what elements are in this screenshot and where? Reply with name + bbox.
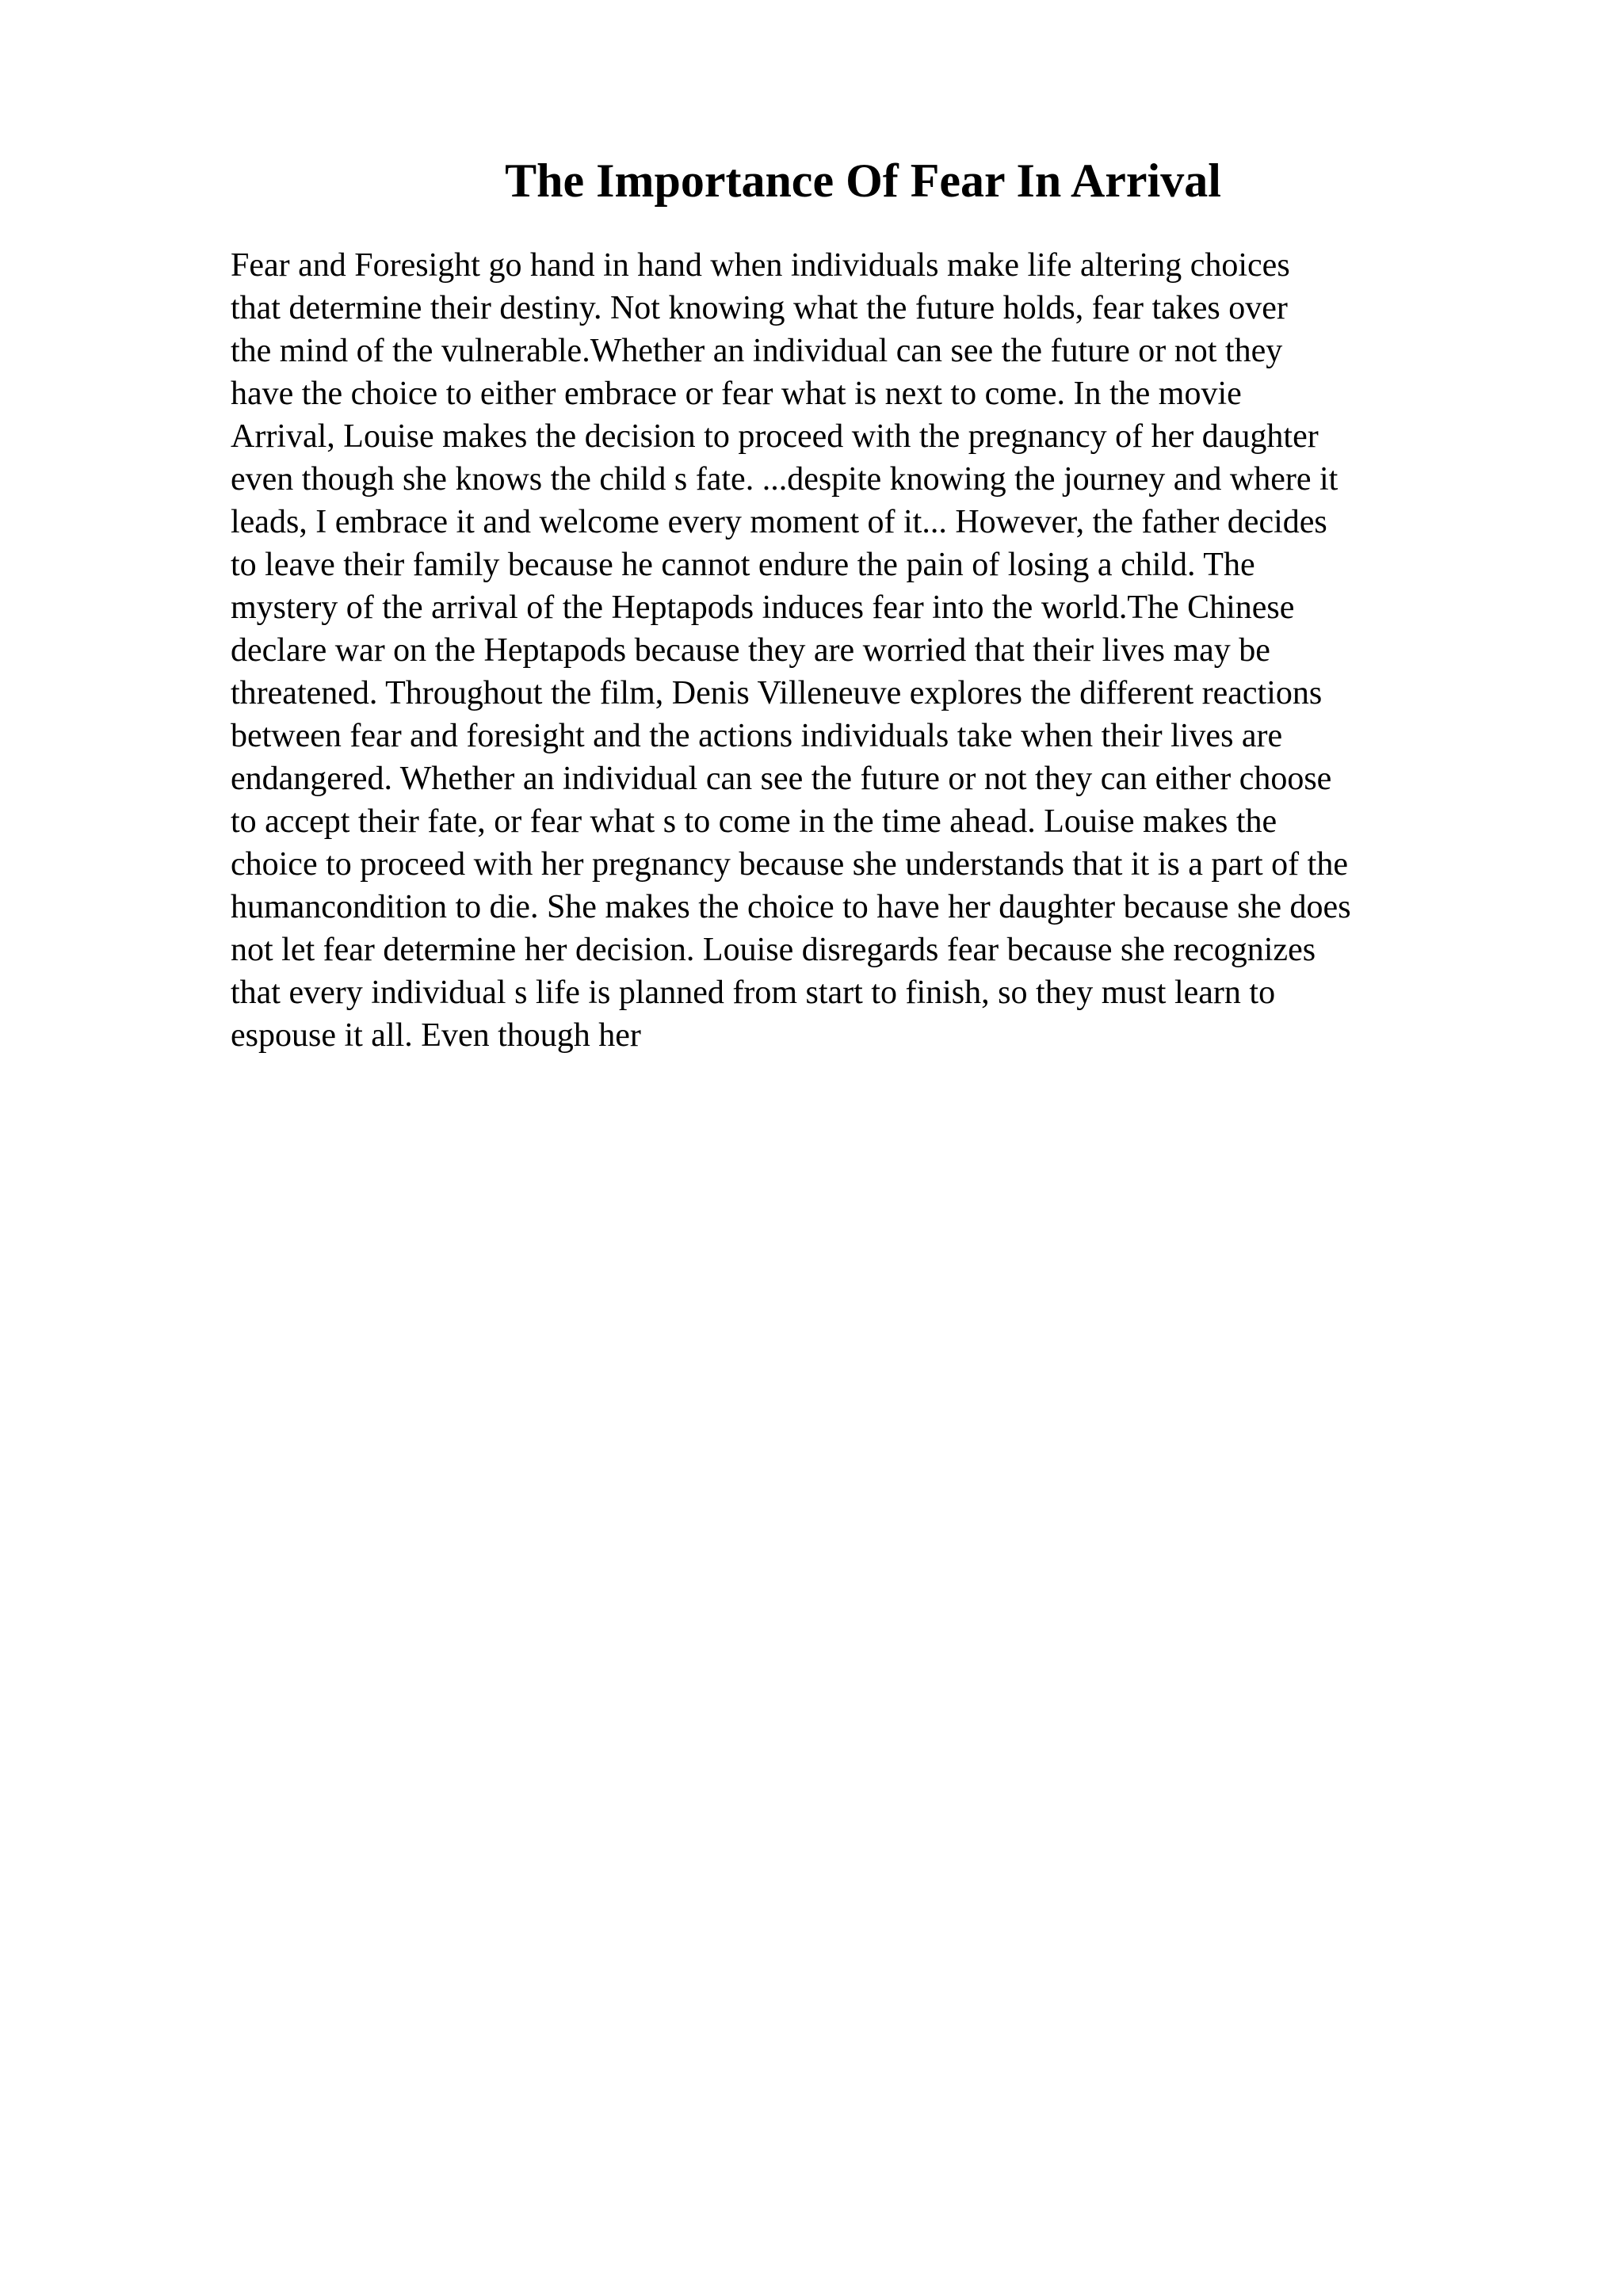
body-line: to leave their family because he cannot endure the pain of losing a child. The (231, 547, 1255, 583)
body-line: the mind of the vulnerable.Whether an individual can see the future or not they (231, 333, 1283, 369)
body-line: even though she knows the child s fate. ...despite knowing the journey and where it (231, 461, 1338, 498)
body-line: endangered. Whether an individual can see the future or not they can either choose (231, 761, 1332, 797)
body-line: humancondition to die. She makes the choice to have her daughter because she does (231, 889, 1351, 925)
body-line: Arrival, Louise makes the decision to proceed with the pregnancy of her daughter (231, 418, 1319, 455)
body-line: threatened. Throughout the film, Denis Villeneuve explores the different reactions (231, 675, 1323, 711)
body-line: choice to proceed with her pregnancy because she understands that it is a part of the (231, 846, 1348, 883)
body-line: have the choice to either embrace or fear what is next to come. In the movie (231, 376, 1242, 412)
body-line: between fear and foresight and the actions individuals take when their lives are (231, 718, 1283, 754)
body-line: espouse it all. Even though her (231, 1017, 641, 1054)
body-line: to accept their fate, or fear what s to come in the time ahead. Louise makes the (231, 803, 1277, 840)
body-line: leads, I embrace it and welcome every moment of it... However, the father decides (231, 504, 1327, 540)
body-line: mystery of the arrival of the Heptapods induces fear into the world.The Chinese (231, 589, 1295, 626)
body-line: not let fear determine her decision. Louise disregards fear because she recognizes (231, 932, 1316, 968)
document-body (231, 244, 1514, 1057)
body-line: that every individual s life is planned from start to finish, so they must learn to (231, 974, 1276, 1011)
body-line: declare war on the Heptapods because they are worried that their lives may be (231, 632, 1270, 669)
body-line: that determine their destiny. Not knowing what the future holds, fear takes over (231, 290, 1288, 326)
body-line: Fear and Foresight go hand in hand when individuals make life altering choices (231, 247, 1290, 284)
document-title: The Importance Of Fear In Arrival (505, 154, 1221, 207)
